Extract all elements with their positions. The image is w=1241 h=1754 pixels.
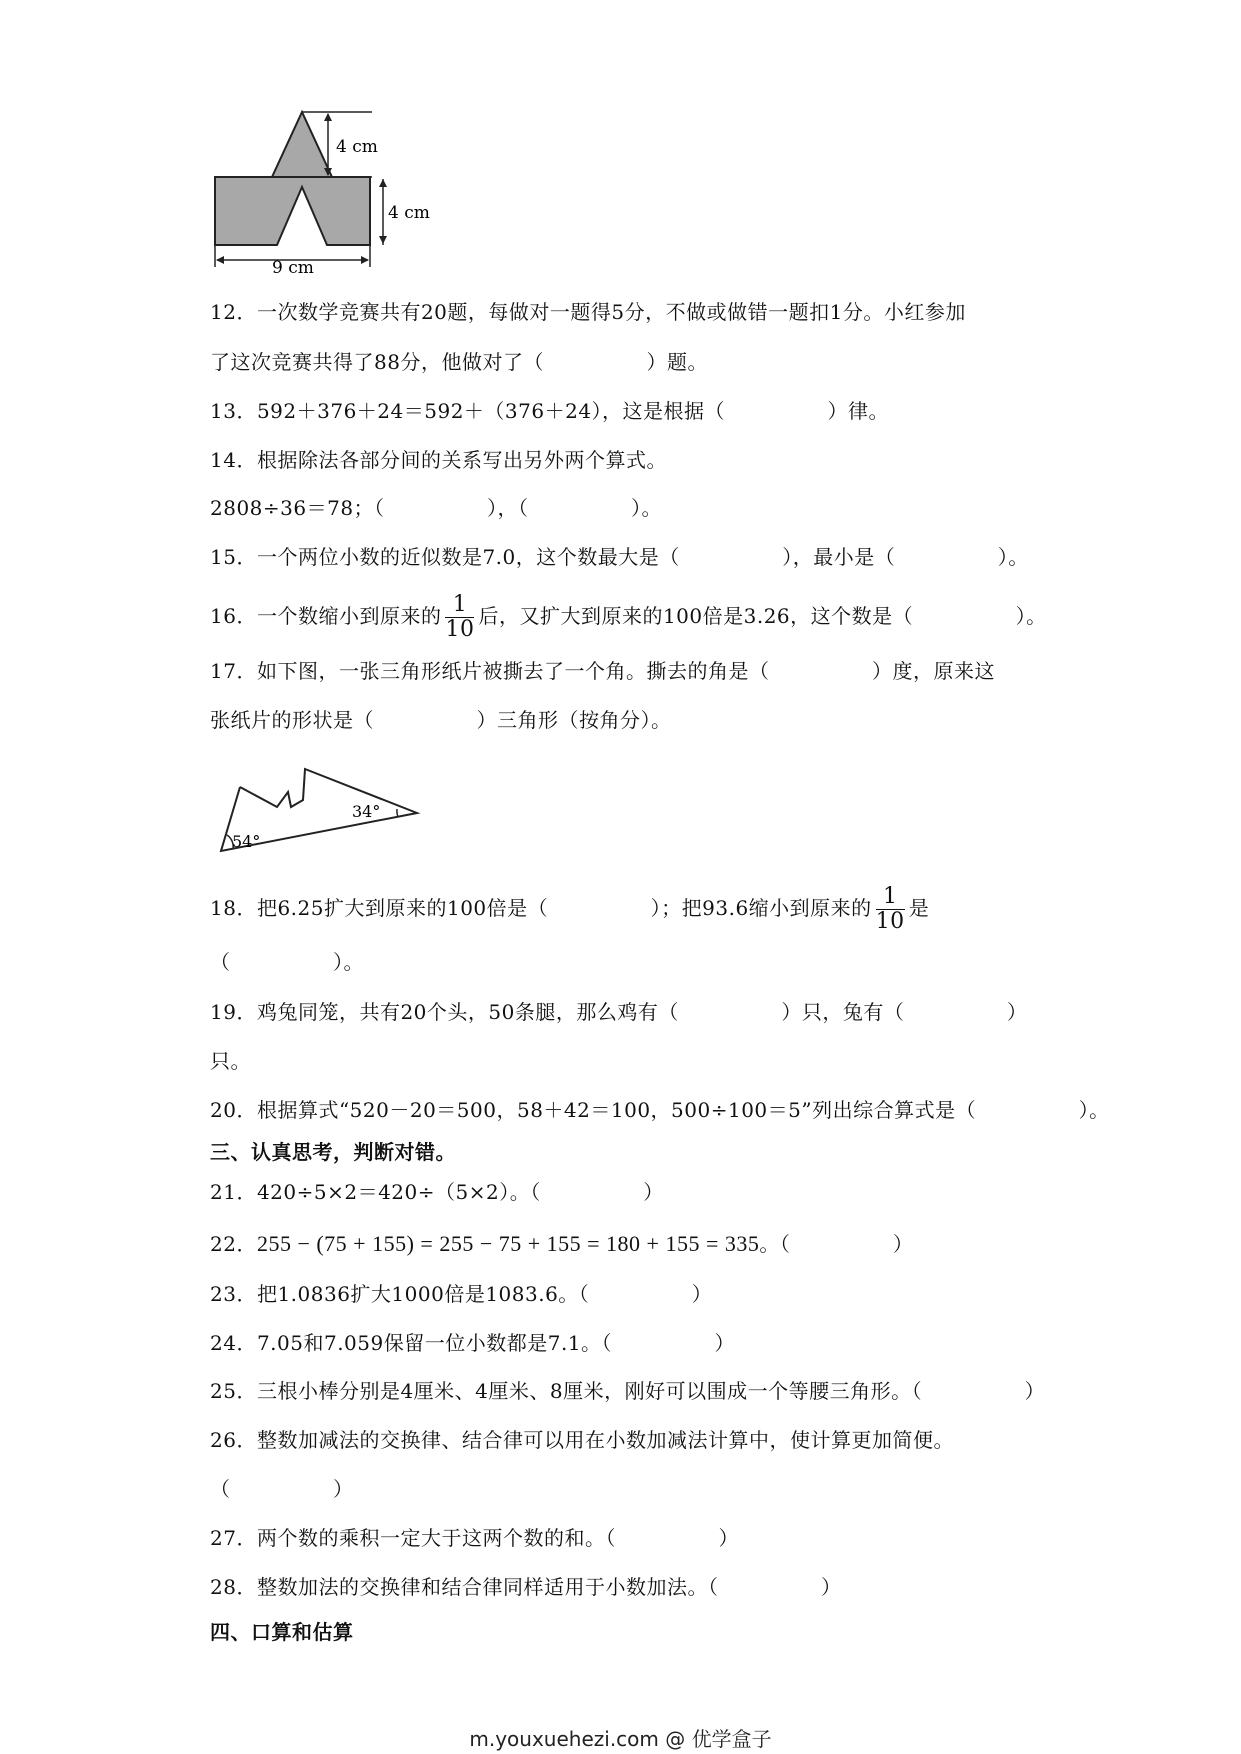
q24: 24．7.05和7.059保留一位小数都是7.1。（ ） <box>210 1331 736 1355</box>
q26-line1: 26．整数加减法的交换律、结合律可以用在小数加减法计算中，使计算更加简便。 <box>210 1428 954 1452</box>
q18-line2: （ ）。 <box>210 950 364 974</box>
q26-line2: （ ） <box>210 1477 354 1501</box>
q22 <box>210 1230 913 1258</box>
angle-54-label: 54° <box>232 832 261 851</box>
q16-den: 10 <box>445 617 475 642</box>
q18-den: 10 <box>875 909 905 934</box>
angle-34-label: 34° <box>352 802 381 821</box>
q12-line2: 了这次竞赛共得了88分，他做对了（ ）题。 <box>210 350 708 374</box>
q12-line1: 12．一次数学竞赛共有20题，每做对一题得5分，不做或做错一题扣1分。小红参加 <box>210 300 966 324</box>
q18-after: 是 <box>908 896 930 920</box>
q17-line2: 张纸片的形状是（ ）三角形（按角分）。 <box>210 708 672 732</box>
figure-torn-triangle <box>215 765 425 860</box>
q15: 15．一个两位小数的近似数是7.0，这个数最大是（ ），最小是（ ）。 <box>210 545 1029 569</box>
section3-heading: 三、认真思考，判断对错。 <box>210 1140 456 1164</box>
q20: 20．根据算式“520－20＝500，58＋42＝100，500÷100＝5”列出综合算式是（ ）。 <box>210 1098 1110 1122</box>
q19-line2: 只。 <box>210 1049 251 1073</box>
q14-line2: 2808÷36＝78；（ ），（ ）。 <box>210 496 663 520</box>
q23: 23．把1.0836扩大1000倍是1083.6。（ ） <box>210 1282 713 1306</box>
q17-line1: 17．如下图，一张三角形纸片被撕去了一个角。撕去的角是（ ）度，原来这 <box>210 659 995 683</box>
q22-expr: 255 − (75 + 155) = 255 − 75 + 155 = 180 + 155 = 335 <box>256 1231 760 1256</box>
figure-shapes <box>210 105 430 280</box>
q19-line1: 19．鸡兔同笼，共有20个头，50条腿，那么鸡有（ ）只，兔有（ ） <box>210 1000 1028 1024</box>
gray-region <box>215 112 370 245</box>
q28: 28．整数加法的交换律和结合律同样适用于小数加法。（ ） <box>210 1575 842 1599</box>
q18-before: 18．把6.25扩大到原来的100倍是（ ）；把93.6缩小到原来的 <box>210 896 872 920</box>
q21: 21．420÷5×2＝420÷（5×2）。（ ） <box>210 1180 664 1204</box>
label-top-4cm: 4 cm <box>336 137 378 157</box>
q16 <box>210 588 1047 644</box>
q18-fraction <box>876 885 905 934</box>
q18-line1 <box>210 880 929 936</box>
q16-fraction <box>445 593 474 642</box>
q13: 13．592＋376＋24＝592＋（376＋24），这是根据（ ）律。 <box>210 399 890 423</box>
q16-num: 1 <box>445 593 474 618</box>
footer-watermark: m.youxuehezi.com @ 优学盒子 <box>469 1727 772 1751</box>
q22-after: 。（ ） <box>759 1232 914 1256</box>
q14-line1: 14．根据除法各部分间的关系写出另外两个算式。 <box>210 448 667 472</box>
q18-num: 1 <box>876 885 905 910</box>
label-right-4cm: 4 cm <box>388 203 430 223</box>
q16-before: 16．一个数缩小到原来的 <box>210 604 442 628</box>
q25: 25．三根小棒分别是4厘米、4厘米、8厘米，刚好可以围成一个等腰三角形。（ ） <box>210 1379 1046 1403</box>
label-bottom-9cm: 9 cm <box>272 258 314 278</box>
q22-num: 22． <box>210 1232 257 1256</box>
q16-after: 后，又扩大到原来的100倍是3.26，这个数是（ ）。 <box>478 604 1047 628</box>
section4-heading: 四、口算和估算 <box>210 1620 354 1644</box>
q27: 27．两个数的乘积一定大于这两个数的和。（ ） <box>210 1526 739 1550</box>
